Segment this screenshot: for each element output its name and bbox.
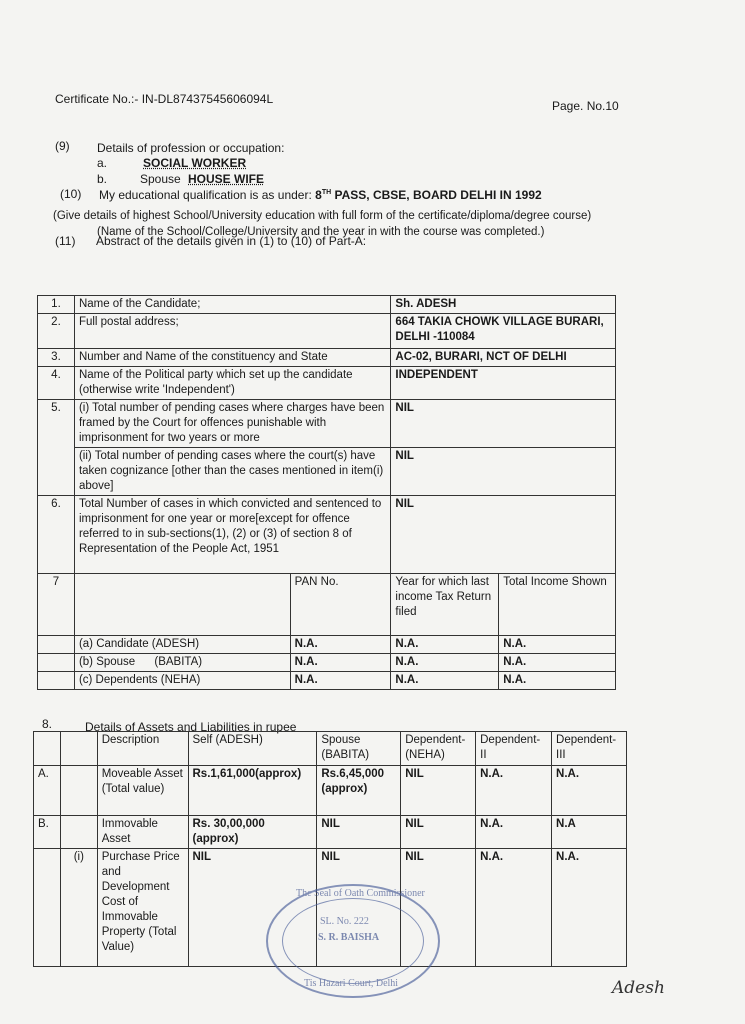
row-number: 2. — [38, 314, 75, 349]
table-row — [38, 672, 616, 690]
row-number: B. — [34, 816, 61, 849]
table-row — [38, 400, 616, 448]
table-row — [34, 816, 627, 849]
table-row — [38, 574, 616, 636]
table-row — [38, 448, 616, 496]
row-number: 7 — [38, 574, 75, 636]
row-label: Total Number of cases in which convicted and sentenced to imprisonment for one year or more[except for offence referred to in sub-sections(1), (2) or (3) of section 8 of Representation of the People Act, 1951 — [74, 496, 390, 574]
row-label: (ii) Total number of pending cases where the court(s) have taken cognizance [other than the cases mentioned in item(i) above] — [74, 448, 390, 496]
row-number: 6. — [38, 496, 75, 574]
row-number: 4. — [38, 367, 75, 400]
section11-text: Abstract of the details given in (1) to (10) of Part-A: — [96, 234, 367, 248]
pan-value: N.A. — [290, 654, 391, 672]
stamp-line-4: Tis Hazari Court, Delhi — [304, 978, 399, 989]
dependent-2-value: N.A. — [476, 849, 552, 967]
column-header-description: Description — [97, 732, 188, 766]
pan-value: N.A. — [290, 672, 391, 690]
row-number: 5. — [38, 400, 75, 496]
spouse-occupation-value: HOUSE WIFE — [188, 172, 265, 186]
dependent-1-value: NIL — [401, 816, 476, 849]
column-header-self: Self (ADESH) — [188, 732, 317, 766]
table-row — [38, 496, 616, 574]
year-value: N.A. — [391, 636, 499, 654]
column-header-spouse: Spouse (BABITA) — [317, 732, 401, 766]
party-value: INDEPENDENT — [391, 367, 616, 400]
column-header-dependent-2: Dependent- II — [476, 732, 552, 766]
self-value: Rs.1,61,000(approx) — [188, 766, 317, 816]
table-row — [38, 314, 616, 349]
dependent-1-value: NIL — [401, 766, 476, 816]
row-subnumber: (i) — [60, 849, 97, 967]
column-header-dependent-1: Dependent- (NEHA) — [401, 732, 476, 766]
education-label — [99, 188, 542, 202]
table-row — [38, 349, 616, 367]
table-row — [34, 732, 627, 766]
section11-number: (11) — [55, 234, 76, 248]
education-note-1: (Give details of highest School/University education with full form of the certificate/diploma/degree course) — [53, 210, 592, 222]
spouse-value: NIL — [317, 816, 401, 849]
education-note-2: (Name of the School/College/University and the year in with the course was completed.) — [97, 226, 545, 238]
row-description: Immovable Asset — [97, 816, 188, 849]
dependent-3-value: N.A — [552, 816, 627, 849]
assets-title: Details of Assets and Liabilities in rupee — [85, 720, 297, 734]
row-number: 3. — [38, 349, 75, 367]
education-text: My educational qualification is as under: — [99, 188, 312, 202]
self-value: Rs. 30,00,000 (approx) — [188, 816, 317, 849]
table-row — [38, 367, 616, 400]
row-label: Name of the Candidate; — [74, 296, 390, 314]
dependent-2-value: N.A. — [476, 816, 552, 849]
table-row — [38, 636, 616, 654]
stamp-line-3: S. R. BAISHA — [318, 932, 380, 943]
section10-number: (10) — [60, 187, 82, 201]
row-number: A. — [34, 766, 61, 816]
column-header-income: Total Income Shown — [499, 574, 616, 636]
page-number: Page. No.10 — [552, 99, 619, 113]
postal-address-value: 664 TAKIA CHOWK VILLAGE BURARI, DELHI -110084 — [391, 314, 616, 349]
row-label: (i) Total number of pending cases where charges have been framed by the Court for offences punishable with imprisonment for two years or more — [74, 400, 390, 448]
table-row — [38, 654, 616, 672]
column-header-dependent-3: Dependent- III — [552, 732, 627, 766]
income-value: N.A. — [499, 636, 616, 654]
oath-commissioner-stamp — [266, 884, 440, 998]
certificate-number: Certificate No.:- IN-DL87437545606094L — [55, 92, 274, 106]
row-description: Purchase Price and Development Cost of Immovable Property (Total Value) — [97, 849, 188, 967]
row-label: (a) Candidate (ADESH) — [74, 636, 290, 654]
assets-number: 8. — [42, 717, 53, 731]
table-row — [34, 766, 627, 816]
spouse-value: Rs.6,45,000 (approx) — [317, 766, 401, 816]
self-value: NIL — [188, 849, 317, 967]
dependent-2-value: N.A. — [476, 766, 552, 816]
row-label: Name of the Political party which set up the candidate (otherwise write 'Independent') — [74, 367, 390, 400]
row-label — [74, 574, 290, 636]
row-label: (b) Spouse (BABITA) — [74, 654, 290, 672]
pan-value: N.A. — [290, 636, 391, 654]
stamp-line-2: SL. No. 222 — [320, 916, 369, 927]
abstract-table — [37, 295, 616, 690]
row-label: (c) Dependents (NEHA) — [74, 672, 290, 690]
candidate-name-value: Sh. ADESH — [391, 296, 616, 314]
cognizance-cases-value: NIL — [391, 448, 616, 496]
section9-number: (9) — [55, 139, 70, 153]
row-number: 1. — [38, 296, 75, 314]
table-row — [38, 296, 616, 314]
dependent-1-value: NIL — [401, 849, 476, 967]
education-value: 8TH PASS, CBSE, BOARD DELHI IN 1992 — [315, 188, 542, 202]
income-value: N.A. — [499, 654, 616, 672]
column-header-pan: PAN No. — [290, 574, 391, 636]
section9-b-label: b. — [97, 172, 108, 186]
section9-a-label: a. — [97, 156, 108, 170]
income-value: N.A. — [499, 672, 616, 690]
signature: Adesh — [612, 978, 665, 998]
constituency-value: AC-02, BURARI, NCT OF DELHI — [391, 349, 616, 367]
section9-title: Details of profession or occupation: — [97, 141, 285, 155]
row-label: Number and Name of the constituency and State — [74, 349, 390, 367]
pending-cases-value: NIL — [391, 400, 616, 448]
dependent-3-value: N.A. — [552, 849, 627, 967]
row-description: Moveable Asset (Total value) — [97, 766, 188, 816]
spouse-value: NIL — [317, 849, 401, 967]
convicted-cases-value: NIL — [391, 496, 616, 574]
row-label: Full postal address; — [74, 314, 390, 349]
column-header-year: Year for which last income Tax Return filed — [391, 574, 499, 636]
spouse-label: Spouse — [140, 172, 181, 186]
dependent-3-value: N.A. — [552, 766, 627, 816]
year-value: N.A. — [391, 654, 499, 672]
year-value: N.A. — [391, 672, 499, 690]
stamp-line-1: The Seal of Oath Commissioner — [296, 888, 425, 899]
occupation-value: SOCIAL WORKER — [143, 156, 247, 170]
